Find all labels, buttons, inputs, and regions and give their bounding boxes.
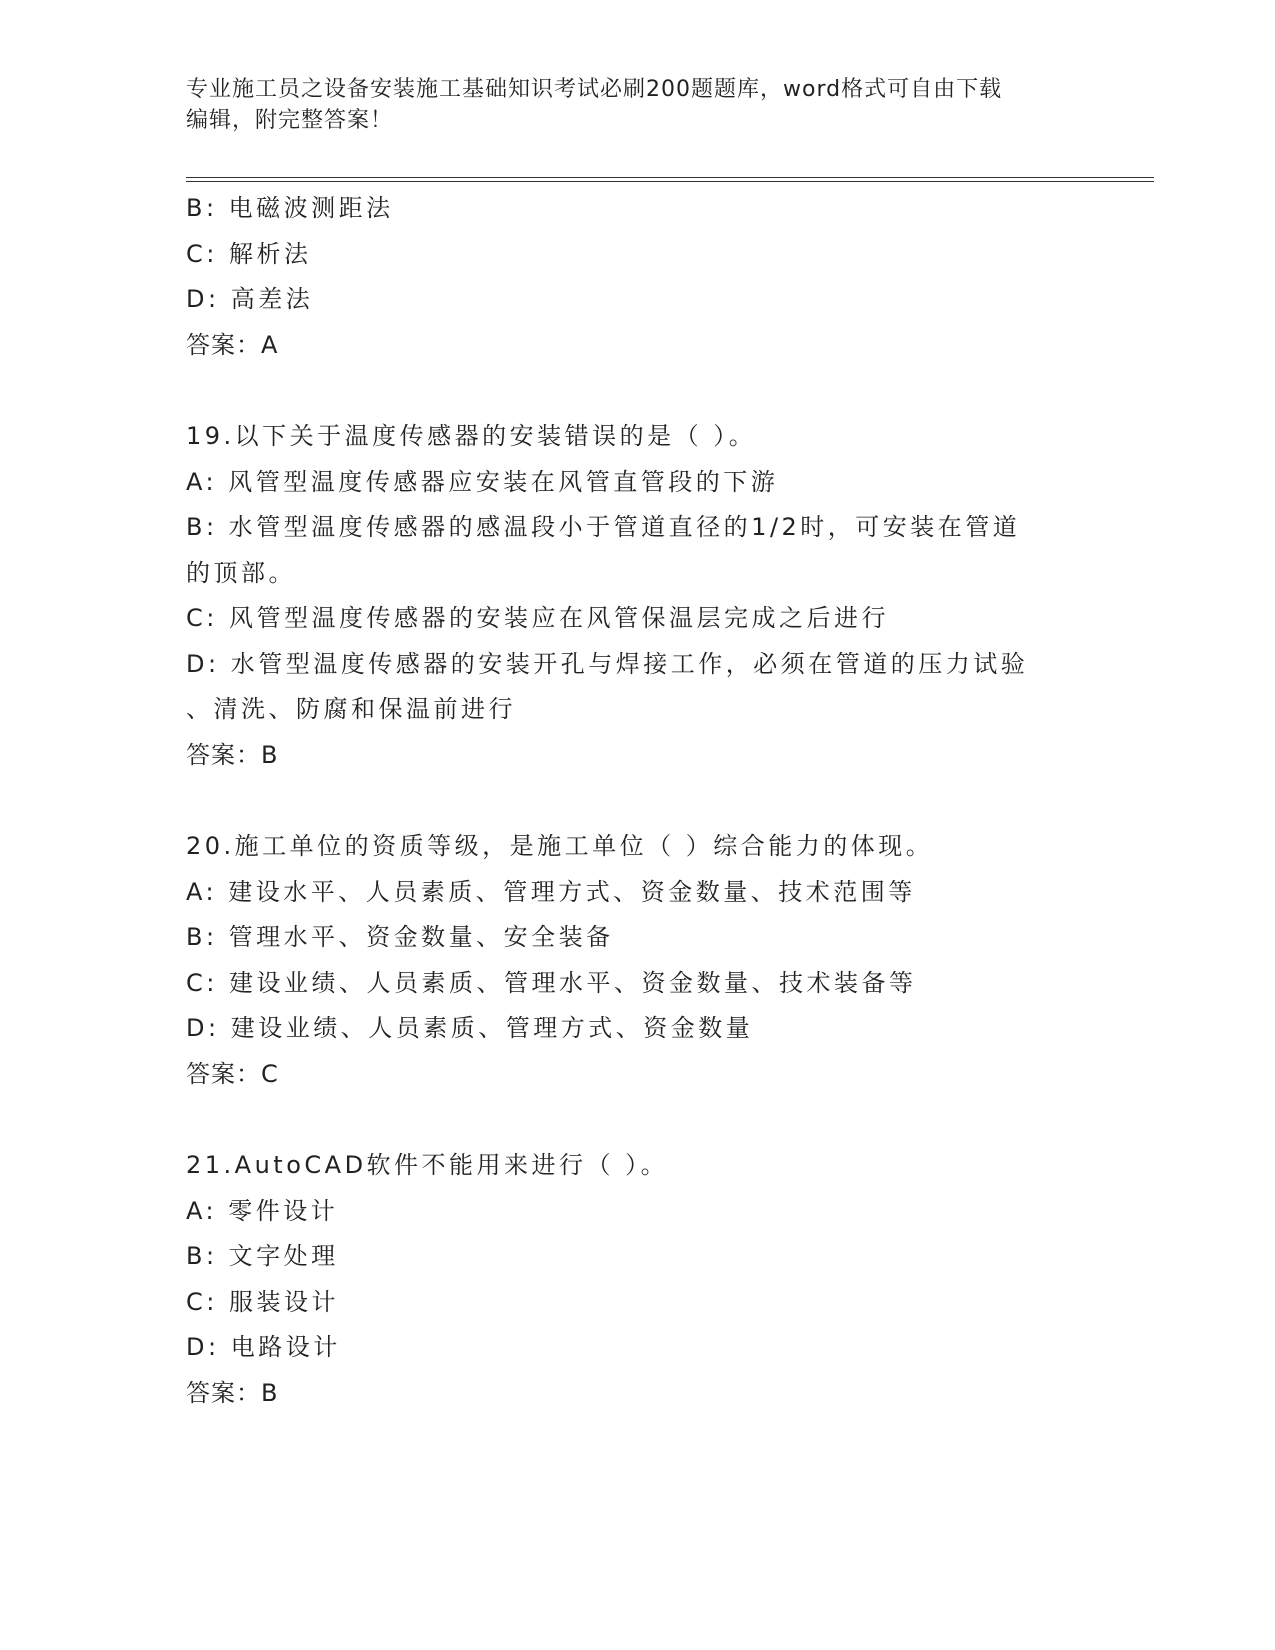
option-b: B: 电磁波测距法 [186, 194, 394, 222]
option-b: B: 文字处理 [186, 1242, 339, 1270]
option-d: D: 水管型温度传感器的安装开孔与焊接工作，必须在管道的压力试验 [186, 649, 1029, 678]
option-c: C: 解析法 [186, 239, 312, 268]
question-block-21 [186, 1143, 1076, 1416]
question-list [186, 186, 1076, 1416]
question-block-20 [186, 824, 1076, 1097]
option-d: D: 电路设计 [186, 1333, 341, 1361]
option-c: C: 风管型温度传感器的安装应在风管保温层完成之后进行 [186, 604, 889, 632]
option-d-continued: 、清洗、防腐和保温前进行 [186, 695, 516, 723]
option-d: D: 建设业绩、人员素质、管理方式、资金数量 [186, 1014, 754, 1042]
header-line-1: 专业施工员之设备安装施工基础知识考试必刷200题题库，word格式可自由下载 [186, 77, 1003, 102]
question-stem: 20.施工单位的资质等级，是施工单位（ ）综合能力的体现。 [186, 832, 934, 860]
header-line-2: 编辑，附完整答案！ [186, 108, 394, 133]
option-b-continued: 的顶部。 [186, 558, 296, 587]
question-stem: 21.AutoCAD软件不能用来进行（ ）。 [186, 1151, 669, 1179]
answer: 答案：C [186, 1059, 279, 1088]
option-b: B: 管理水平、资金数量、安全装备 [186, 923, 614, 951]
header-divider-top [186, 177, 1154, 178]
question-block-19 [186, 414, 1076, 778]
answer: 答案：B [186, 1378, 279, 1407]
option-c: C: 建设业绩、人员素质、管理水平、资金数量、技术装备等 [186, 968, 917, 997]
option-a: A: 零件设计 [186, 1196, 339, 1225]
question-block-prev [186, 186, 1076, 368]
option-d: D: 高差法 [186, 285, 314, 313]
header-divider-bottom [186, 181, 1154, 182]
question-stem: 19.以下关于温度传感器的安装错误的是（ ）。 [186, 422, 757, 450]
answer: 答案：B [186, 740, 279, 769]
option-a: A: 风管型温度传感器应安装在风管直管段的下游 [186, 467, 779, 496]
answer: 答案：A [186, 330, 279, 359]
option-b: B: 水管型温度传感器的感温段小于管道直径的1/2时，可安装在管道 [186, 513, 1021, 541]
option-a: A: 建设水平、人员素质、管理方式、资金数量、技术范围等 [186, 877, 916, 906]
option-c: C: 服装设计 [186, 1287, 339, 1316]
document-header [186, 74, 1066, 136]
